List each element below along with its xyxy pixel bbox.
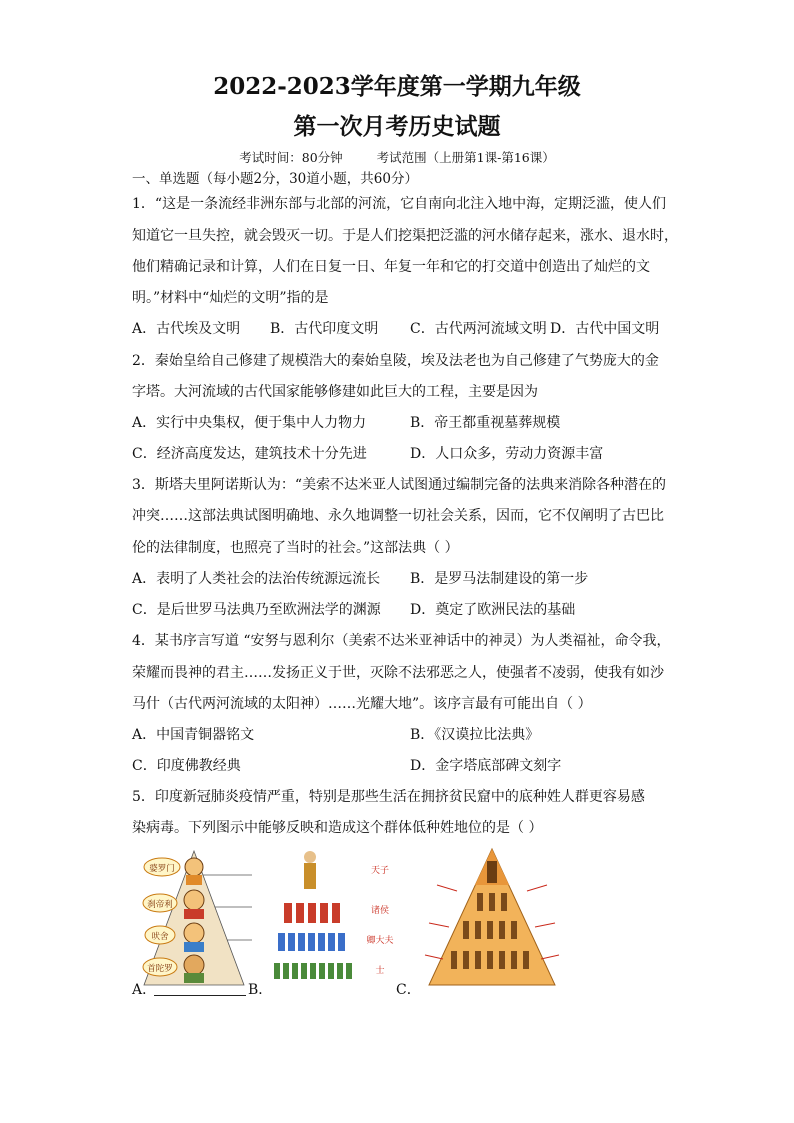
q4-option-b[interactable]: B．《汉谟拉比法典》 (410, 727, 540, 743)
q2-option-d[interactable]: D．人口众多，劳动力资源丰富 (410, 446, 604, 462)
q3-option-a[interactable]: A．表明了人类社会的法治传统源远流长 (132, 571, 381, 587)
q4-line-1: 4．某书序言写道 “安努与恩利尔（美索不达米亚神话中的神灵）为人类福祉，命令我， (132, 633, 671, 649)
figure-label-c[interactable]: C． (396, 982, 421, 998)
caste-pyramid-figure (142, 845, 262, 990)
exam-time: 考试时间：80分钟 (239, 150, 343, 165)
q1-option-d[interactable]: D．古代中国文明 (550, 321, 660, 337)
q2-option-b[interactable]: B．帝王都重视墓葬规模 (410, 415, 561, 431)
q2-option-a[interactable]: A．实行中央集权，便于集中人力物力 (132, 415, 367, 431)
q2-option-c[interactable]: C．经济高度发达，建筑技术十分先进 (132, 446, 367, 462)
feudal-hierarchy-figure (272, 845, 402, 990)
caste-bubble-1: 婆罗门 (149, 864, 175, 874)
q1-line-1: 1．“这是一条流经非洲东部与北部的河流，它自南向北注入地中海，定期泛滥，使人们 (132, 196, 667, 212)
q3-option-b[interactable]: B．是罗马法制建设的第一步 (410, 571, 589, 587)
exam-title-line2: 第一次月考历史试题 (293, 113, 501, 140)
q4-option-c[interactable]: C．印度佛教经典 (132, 758, 241, 774)
q5-line-2: 染病毒。下列图示中能够反映和造成这个群体低种姓地位的是（ ） (132, 820, 543, 836)
q2-line-1: 2．秦始皇给自己修建了规模浩大的秦始皇陵，埃及法老也为自己修建了气势庞大的金 (132, 353, 659, 369)
caste-bubble-3: 吠舍 (151, 932, 169, 942)
exam-title-line1: 2022-2023学年度第一学期九年级 (213, 73, 581, 100)
q4-option-d[interactable]: D．金字塔底部碑文刻字 (410, 758, 562, 774)
q2-line-2: 字塔。大河流域的古代国家能够修建如此巨大的工程，主要是因为 (132, 384, 538, 400)
q5-line-1: 5．印度新冠肺炎疫情严重，特别是那些生活在拥挤贫民窟中的底种姓人群更容易感 (132, 789, 645, 805)
q1-option-c[interactable]: C．古代两河流域文明 (410, 321, 547, 337)
q5-figures (132, 845, 572, 1005)
q1-line-2: 知道它一旦失控，就会毁灭一切。于是人们挖渠把泛滥的河水储存起来，涨水、退水时， (132, 228, 678, 244)
figure-a-underline (154, 995, 246, 996)
caste-bubble-2: 刹帝利 (147, 900, 173, 910)
exam-scope: 考试范围（上册第1课-第16课） (376, 150, 555, 165)
q1-line-4: 明。”材料中“灿烂的文明”指的是 (132, 290, 329, 306)
egypt-pyramid-figure (417, 845, 567, 990)
q1-option-a[interactable]: A．古代埃及文明 (132, 321, 241, 337)
rank-label-3: 卿大夫 (366, 936, 394, 946)
q3-line-1: 3．斯塔夫里阿诺斯认为：“美索不达米亚人试图通过编制完备的法典来消除各种潜在的 (132, 477, 667, 493)
q4-line-2: 荣耀而畏神的君主……发扬正义于世，灭除不法邪恶之人，使强者不凌弱，使我有如沙 (132, 665, 664, 681)
figure-label-a[interactable]: A． (132, 982, 157, 998)
q3-option-c[interactable]: C．是后世罗马法典乃至欧洲法学的渊源 (132, 602, 381, 618)
rank-label-2: 诸侯 (370, 906, 390, 916)
caste-bubble-4: 首陀罗 (147, 964, 173, 974)
q3-line-2: 冲突……这部法典试图明确地、永久地调整一切社会关系，因而，它不仅阐明了古巴比 (132, 508, 664, 524)
q1-line-3: 他们精确记录和计算，人们在日复一日、年复一年和它的打交道中创造出了灿烂的文 (132, 259, 650, 275)
figure-label-b[interactable]: B． (248, 982, 273, 998)
q4-line-3: 马什（古代两河流域的太阳神）……光耀大地”。该序言最有可能出自（ ） (132, 696, 592, 712)
rank-label-1: 天子 (370, 866, 390, 876)
rank-label-4: 士 (375, 966, 385, 976)
q1-option-b[interactable]: B．古代印度文明 (270, 321, 379, 337)
section-heading: 一、单选题（每小题2分，30道小题，共60分） (132, 171, 418, 187)
exam-meta (0, 148, 794, 166)
q3-line-3: 伦的法律制度，也照亮了当时的社会。”这部法典（ ） (132, 540, 459, 556)
q3-option-d[interactable]: D．奠定了欧洲民法的基础 (410, 602, 576, 618)
q4-option-a[interactable]: A．中国青铜器铭文 (132, 727, 255, 743)
